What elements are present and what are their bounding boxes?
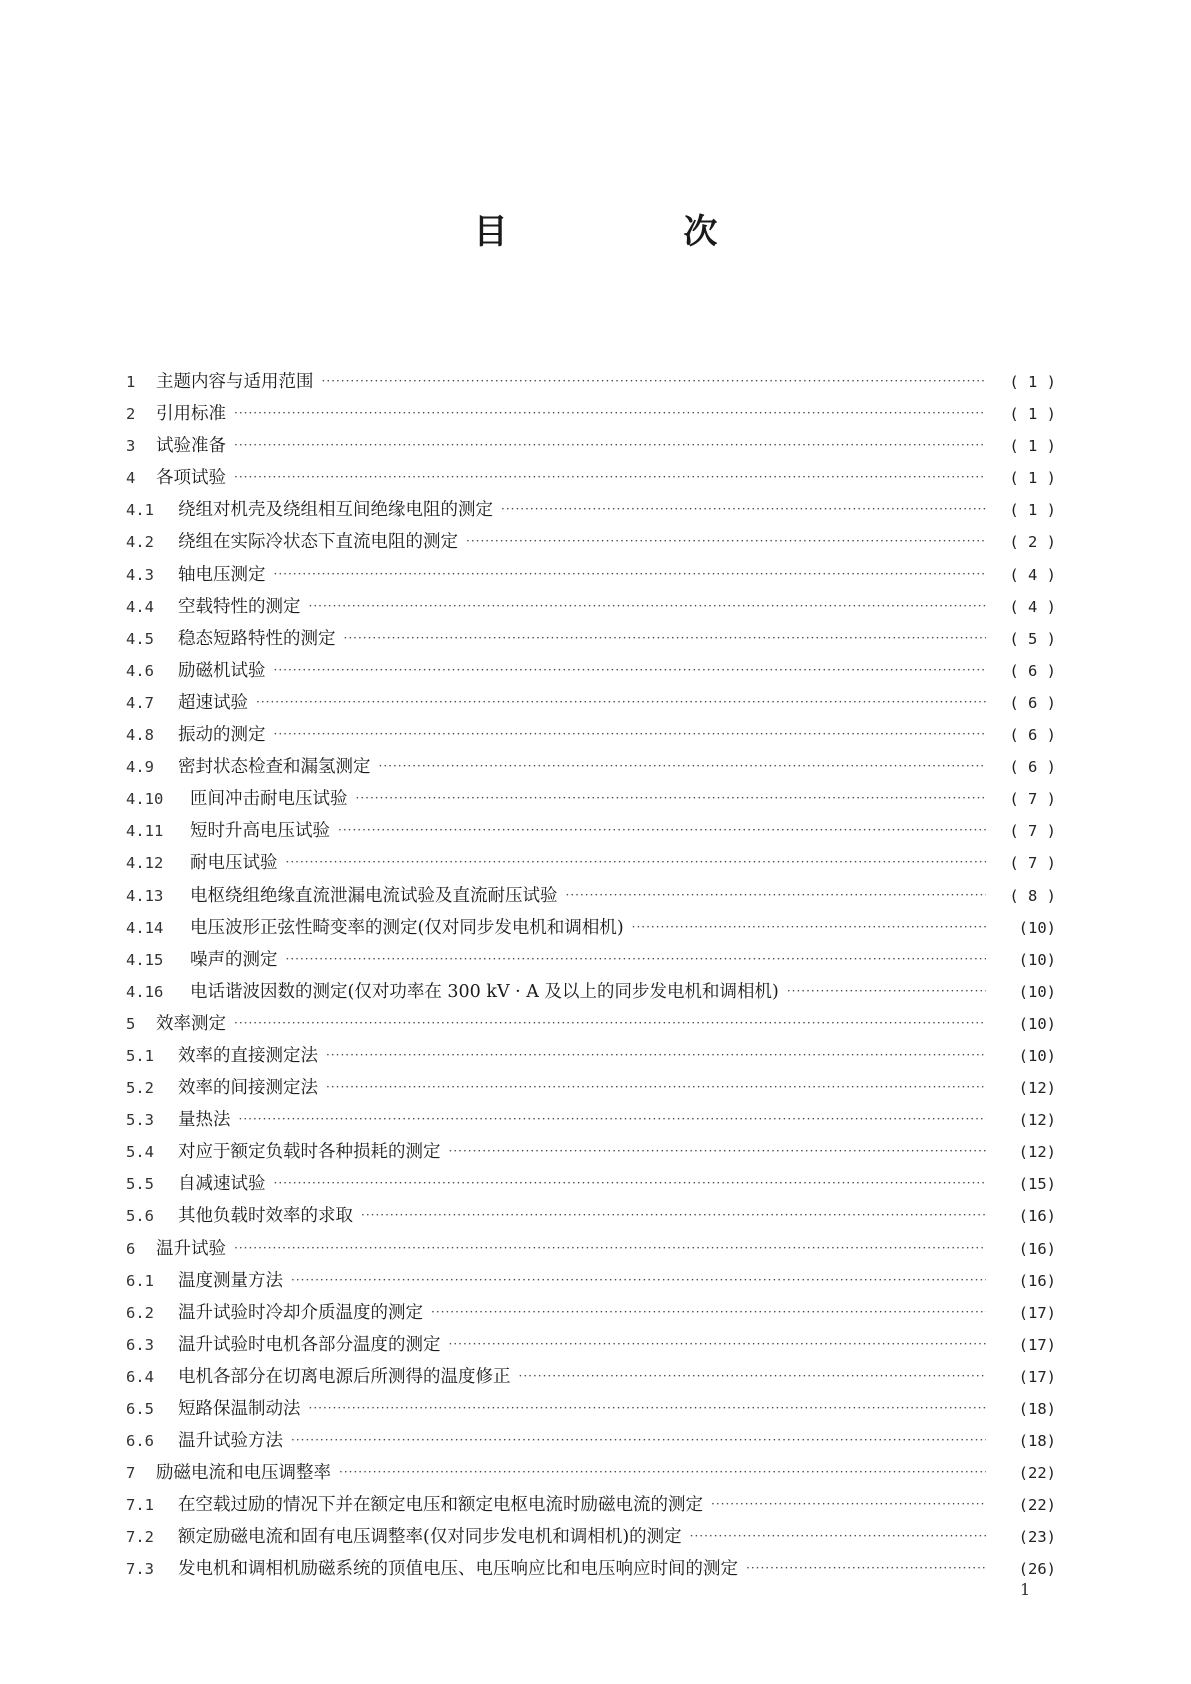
toc-entry-number: 4.15 <box>126 950 164 969</box>
toc-entry-page: (17) <box>1018 1367 1056 1386</box>
toc-entry <box>126 1233 1056 1265</box>
toc-entry-number: 7.2 <box>126 1528 154 1547</box>
toc-leader-dots <box>286 847 987 878</box>
toc-entry-number: 4.5 <box>126 629 154 648</box>
toc-entry-number: 5.5 <box>126 1175 154 1194</box>
toc-entry <box>126 1008 1056 1040</box>
toc-entry-title: 超速试验 <box>178 692 248 713</box>
toc-entry-number: 2 <box>126 405 136 424</box>
toc-entry-page: ( 7 ) <box>1009 854 1056 873</box>
toc-entry-page: ( 4 ) <box>1009 597 1056 616</box>
toc-entry-page: ( 1 ) <box>1009 405 1056 424</box>
toc-leader-dots <box>787 976 986 1007</box>
toc-entry-page: ( 7 ) <box>1009 790 1056 809</box>
toc-entry <box>126 1136 1056 1168</box>
toc-leader-dots <box>690 1521 986 1552</box>
toc-entry-page: (16) <box>1018 1239 1056 1258</box>
toc-entry <box>126 815 1056 847</box>
toc-entry-page: (18) <box>1018 1400 1056 1418</box>
toc-entry-page: (22) <box>1018 1464 1056 1483</box>
toc-leader-dots <box>326 1072 986 1103</box>
toc-entry <box>126 1072 1056 1104</box>
toc-entry-number: 7 <box>126 1464 136 1483</box>
toc-entry-title: 轴电压测定 <box>178 564 266 585</box>
toc-entry-number: 5.3 <box>126 1111 154 1130</box>
toc-entry <box>126 912 1056 944</box>
toc-leader-dots <box>291 1265 986 1296</box>
toc-entry-title: 温度测量方法 <box>178 1270 283 1291</box>
toc-entry-title: 在空载过励的情况下并在额定电压和额定电枢电流时励磁电流的测定 <box>178 1495 703 1516</box>
toc-leader-dots <box>274 1168 987 1199</box>
toc-entry-title: 温升试验 <box>156 1238 226 1259</box>
toc-entry <box>126 944 1056 976</box>
toc-entry <box>126 526 1056 558</box>
toc-entry <box>126 1361 1056 1393</box>
toc-leader-dots <box>519 1361 987 1392</box>
toc-entry <box>126 719 1056 751</box>
toc-entry-number: 4.11 <box>126 822 164 841</box>
toc-entry-title: 振动的测定 <box>178 725 266 746</box>
toc-entry <box>126 1200 1056 1232</box>
toc-entry <box>126 494 1056 526</box>
toc-entry <box>126 623 1056 655</box>
toc-leader-dots <box>234 1008 986 1039</box>
toc-entry-title: 绕组在实际冷状态下直流电阻的测定 <box>178 532 458 553</box>
toc-entry-number: 6.4 <box>126 1367 154 1386</box>
toc-entry-number: 6 <box>126 1239 136 1258</box>
toc-entry-page: ( 1 ) <box>1009 501 1056 520</box>
toc-entry-title: 电机各部分在切离电源后所测得的温度修正 <box>178 1366 511 1387</box>
toc-leader-dots <box>256 687 986 718</box>
toc-leader-dots <box>379 751 987 782</box>
toc-leader-dots <box>234 398 986 429</box>
toc-entry <box>126 1425 1056 1457</box>
toc-entry-number: 4.7 <box>126 693 154 712</box>
page-title: 目 次 <box>473 212 800 252</box>
toc-entry-number: 5.4 <box>126 1143 154 1162</box>
toc-leader-dots <box>356 783 987 814</box>
toc-entry-title: 效率测定 <box>156 1013 226 1034</box>
toc-entry-title: 稳态短路特性的测定 <box>178 628 336 649</box>
toc-entry-title: 温升试验时冷却介质温度的测定 <box>178 1302 423 1323</box>
toc-entry-number: 4 <box>126 469 136 488</box>
toc-entry <box>126 687 1056 719</box>
toc-entry-title: 空载特性的测定 <box>178 596 301 617</box>
toc-entry <box>126 559 1056 591</box>
toc-entry-page: ( 6 ) <box>1009 693 1056 712</box>
toc-entry-title: 噪声的测定 <box>190 949 278 970</box>
toc-leader-dots <box>322 366 987 397</box>
toc-entry <box>126 783 1056 815</box>
toc-entry-number: 7.3 <box>126 1560 154 1579</box>
toc-leader-dots <box>239 1104 987 1135</box>
toc-entry-page: ( 6 ) <box>1009 758 1056 777</box>
toc-entry <box>126 1489 1056 1521</box>
toc-leader-dots <box>274 559 987 590</box>
toc-entry-number: 5 <box>126 1014 136 1033</box>
toc-leader-dots <box>449 1329 987 1360</box>
toc-entry-page: (10) <box>1018 1014 1056 1033</box>
toc-entry-title: 匝间冲击耐电压试验 <box>190 789 348 810</box>
toc-leader-dots <box>234 430 986 461</box>
toc-entry <box>126 1265 1056 1297</box>
toc-entry-number: 4.8 <box>126 726 154 745</box>
toc-entry <box>126 1457 1056 1489</box>
toc-leader-dots <box>234 1233 986 1264</box>
toc-entry-page: ( 6 ) <box>1009 661 1056 680</box>
toc-entry <box>126 462 1056 494</box>
toc-entry-number: 4.14 <box>126 918 164 937</box>
toc-entry-page: (10) <box>1018 918 1056 937</box>
toc-entry-page: (16) <box>1018 1271 1056 1290</box>
toc-entry-page: (12) <box>1018 1111 1056 1130</box>
toc-entry-title: 效率的间接测定法 <box>178 1078 318 1099</box>
toc-entry-number: 4.13 <box>126 886 164 905</box>
toc-entry-page: (10) <box>1018 982 1056 1001</box>
toc-entry-page: ( 6 ) <box>1009 726 1056 745</box>
toc-leader-dots <box>711 1489 986 1520</box>
toc-entry-title: 电枢绕组绝缘直流泄漏电流试验及直流耐压试验 <box>190 885 558 906</box>
toc-entry <box>126 847 1056 879</box>
toc-entry-title: 短路保温制动法 <box>178 1399 301 1419</box>
toc-entry-title: 额定励磁电流和固有电压调整率(仅对同步发电机和调相机)的测定 <box>178 1527 682 1548</box>
toc-entry-title: 试验准备 <box>156 436 226 457</box>
toc-entry-title: 温升试验时电机各部分温度的测定 <box>178 1334 441 1355</box>
toc-leader-dots <box>746 1553 986 1584</box>
toc-entry-number: 5.6 <box>126 1207 154 1226</box>
toc-leader-dots <box>501 494 986 525</box>
toc-entry-page: ( 2 ) <box>1009 533 1056 552</box>
toc-entry <box>126 976 1056 1008</box>
toc-entry-number: 6.3 <box>126 1335 154 1354</box>
toc-entry-title: 对应于额定负载时各种损耗的测定 <box>178 1142 441 1163</box>
toc-entry <box>126 1553 1056 1585</box>
toc-entry-page: ( 5 ) <box>1009 629 1056 648</box>
toc-leader-dots <box>566 880 987 911</box>
toc-leader-dots <box>286 944 987 975</box>
toc-leader-dots <box>449 1136 987 1167</box>
toc-entry-page: (12) <box>1018 1079 1056 1098</box>
toc-entry-page: ( 1 ) <box>1009 437 1056 456</box>
toc-leader-dots <box>466 526 986 557</box>
toc-entry-title: 引用标准 <box>156 404 226 425</box>
toc-entry-number: 4.9 <box>126 758 154 777</box>
toc-leader-dots <box>234 462 986 493</box>
toc-entry <box>126 1040 1056 1072</box>
toc-entry-title: 绕组对机壳及绕组相互间绝缘电阻的测定 <box>178 500 493 521</box>
toc-leader-dots <box>338 815 986 846</box>
toc-entry-page: (12) <box>1018 1143 1056 1162</box>
toc-entry-title: 主题内容与适用范围 <box>156 372 314 392</box>
toc-entry <box>126 751 1056 783</box>
toc-entry-page: ( 4 ) <box>1009 565 1056 584</box>
toc-entry <box>126 1104 1056 1136</box>
page-number: 1 <box>1020 1580 1031 1599</box>
toc-entry-title: 量热法 <box>178 1110 231 1131</box>
toc-leader-dots <box>309 1393 987 1424</box>
toc-entry-title: 耐电压试验 <box>190 853 278 874</box>
toc-entry-title: 短时升高电压试验 <box>190 821 330 842</box>
toc-entry-number: 4.10 <box>126 790 164 809</box>
toc-entry-page: ( 7 ) <box>1009 822 1056 841</box>
toc-entry-title: 温升试验方法 <box>178 1431 283 1452</box>
toc-entry-number: 4.4 <box>126 597 154 616</box>
toc-entry <box>126 880 1056 912</box>
toc-entry-number: 4.12 <box>126 854 164 873</box>
toc-entry <box>126 430 1056 462</box>
toc-leader-dots <box>291 1425 986 1456</box>
toc-entry <box>126 1168 1056 1200</box>
toc-leader-dots <box>274 655 987 686</box>
toc-entry <box>126 366 1056 398</box>
toc-entry-title: 其他负载时效率的求取 <box>178 1206 353 1227</box>
toc-entry <box>126 591 1056 623</box>
toc-entry-number: 7.1 <box>126 1496 154 1515</box>
toc-entry-number: 4.3 <box>126 565 154 584</box>
toc-leader-dots <box>326 1040 986 1071</box>
toc-entry-page: ( 8 ) <box>1009 886 1056 905</box>
table-of-contents <box>126 366 1056 1586</box>
toc-leader-dots <box>339 1457 986 1488</box>
toc-entry-title: 励磁电流和电压调整率 <box>156 1463 331 1484</box>
toc-leader-dots <box>632 912 986 943</box>
toc-entry-page: (23) <box>1018 1528 1056 1547</box>
toc-leader-dots <box>274 719 987 750</box>
toc-entry-title: 各项试验 <box>156 468 226 489</box>
toc-entry <box>126 1329 1056 1361</box>
toc-entry-page: (15) <box>1018 1175 1056 1194</box>
toc-entry-number: 4.6 <box>126 661 154 680</box>
toc-entry <box>126 1297 1056 1329</box>
toc-entry-number: 6.5 <box>126 1400 154 1418</box>
toc-entry-number: 1 <box>126 373 136 391</box>
toc-entry-number: 3 <box>126 437 136 456</box>
toc-entry-page: (17) <box>1018 1303 1056 1322</box>
toc-entry <box>126 655 1056 687</box>
toc-entry-number: 6.2 <box>126 1303 154 1322</box>
toc-entry-page: ( 1 ) <box>1009 373 1056 391</box>
toc-entry-title: 发电机和调相机励磁系统的顶值电压、电压响应比和电压响应时间的测定 <box>178 1559 738 1580</box>
toc-leader-dots <box>361 1200 986 1231</box>
toc-entry-page: (17) <box>1018 1335 1056 1354</box>
toc-entry-page: (16) <box>1018 1207 1056 1226</box>
toc-entry <box>126 398 1056 430</box>
toc-entry-page: (10) <box>1018 1046 1056 1065</box>
toc-entry-page: (10) <box>1018 950 1056 969</box>
toc-entry-title: 电压波形正弦性畸变率的测定(仅对同步发电机和调相机) <box>190 917 624 938</box>
toc-entry-number: 5.1 <box>126 1046 154 1065</box>
toc-leader-dots <box>431 1297 986 1328</box>
toc-entry-title: 励磁机试验 <box>178 660 266 681</box>
toc-leader-dots <box>344 623 987 654</box>
toc-entry-page: ( 1 ) <box>1009 469 1056 488</box>
toc-entry-title: 密封状态检查和漏氢测定 <box>178 757 371 778</box>
toc-entry-title: 电话谐波因数的测定(仅对功率在 300 kV · A 及以上的同步发电机和调相机) <box>190 981 779 1002</box>
toc-entry-number: 5.2 <box>126 1079 154 1098</box>
toc-entry-page: (26) <box>1018 1560 1056 1579</box>
toc-entry <box>126 1393 1056 1425</box>
toc-entry <box>126 1521 1056 1553</box>
toc-entry-number: 6.6 <box>126 1432 154 1451</box>
toc-entry-number: 4.1 <box>126 501 154 520</box>
toc-entry-page: (22) <box>1018 1496 1056 1515</box>
toc-leader-dots <box>309 591 987 622</box>
toc-entry-number: 6.1 <box>126 1271 154 1290</box>
toc-entry-page: (18) <box>1018 1432 1056 1451</box>
toc-entry-title: 自减速试验 <box>178 1174 266 1195</box>
toc-entry-title: 效率的直接测定法 <box>178 1045 318 1066</box>
toc-entry-number: 4.2 <box>126 533 154 552</box>
toc-entry-number: 4.16 <box>126 982 164 1001</box>
